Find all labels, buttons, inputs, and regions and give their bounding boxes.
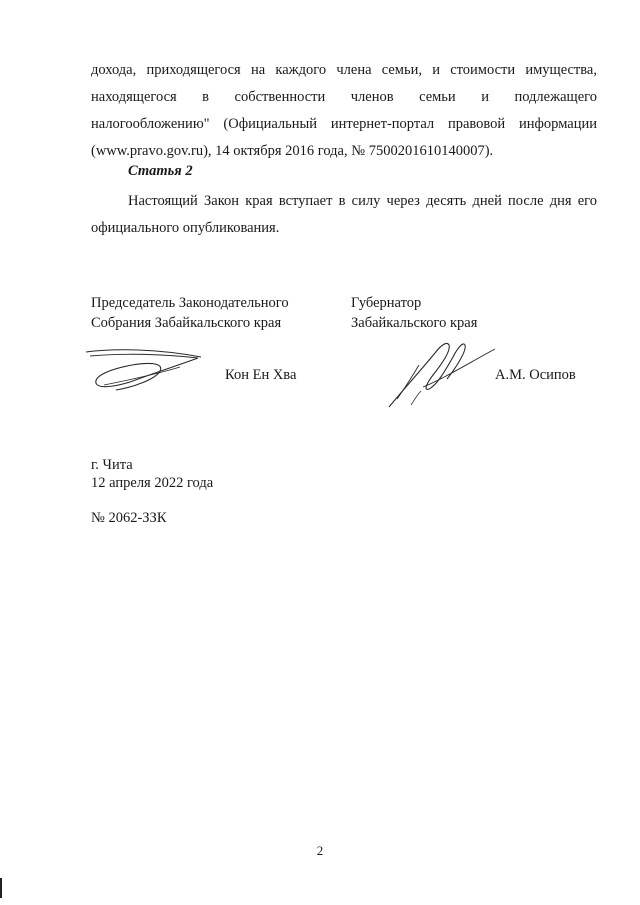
article-heading: Статья 2 (128, 163, 193, 179)
body-paragraph (91, 57, 597, 165)
article-line-2: официального опубликования. (91, 220, 280, 236)
article-body (91, 188, 597, 242)
body-line-3: налогообложению" (Официальный интернет-портал правовой информации (91, 116, 597, 132)
body-line-4: (www.pravo.gov.ru), 14 октября 2016 года, № 7500201610140007). (91, 143, 494, 159)
left-title-line-2: Собрания Забайкальского края (91, 315, 282, 331)
left-signature-image (84, 345, 204, 395)
right-title-line-1: Губернатор (351, 295, 422, 311)
left-title-line-1: Председатель Законодательного (91, 295, 289, 311)
body-line-2: находящегося в собственности членов семьи и подлежащего (91, 89, 597, 105)
place: г. Чита (91, 457, 133, 473)
law-number: № 2062-ЗЗК (91, 510, 167, 526)
right-signatory-title (351, 293, 477, 333)
left-signatory-title (91, 293, 289, 333)
page-number: 2 (316, 843, 324, 858)
right-title-line-2: Забайкальского края (351, 315, 478, 331)
right-signature-image (383, 335, 498, 415)
left-signatory-name: Кон Ен Хва (225, 367, 297, 383)
body-line-1: дохода, приходящегося на каждого члена семьи, и стоимости имущества, (91, 62, 597, 78)
date: 12 апреля 2022 года (91, 475, 214, 491)
right-signatory-name: А.М. Осипов (495, 367, 576, 383)
article-line-1: Настоящий Закон края вступает в силу через десять дней после дня его (128, 193, 597, 209)
scan-edge-mark (0, 878, 2, 898)
